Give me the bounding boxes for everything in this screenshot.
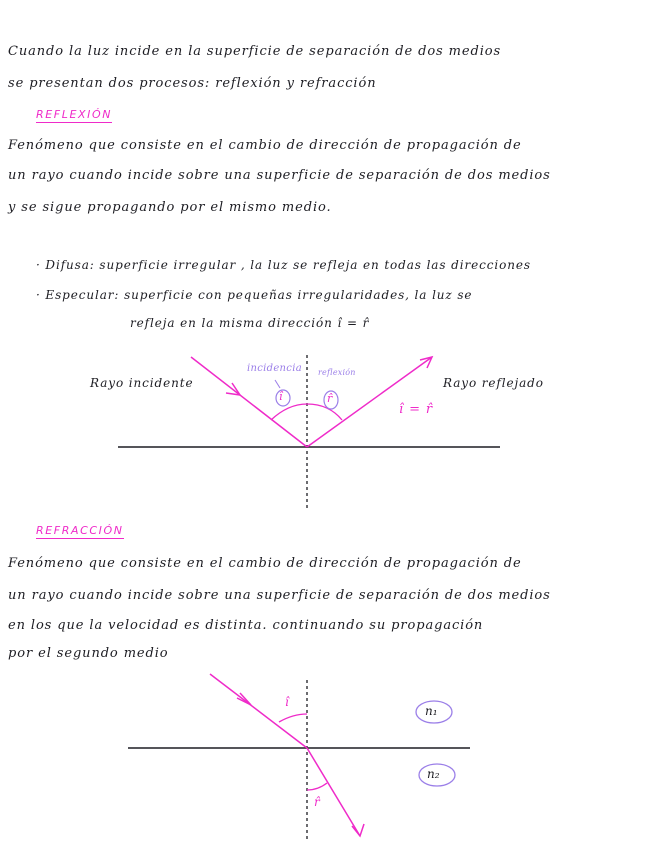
- label-rayo-incidente: Rayo incidente: [90, 376, 194, 390]
- angle-i-label: î: [279, 390, 283, 403]
- refracted-ray: [307, 748, 360, 836]
- refraction-angle-i-label: î: [285, 695, 289, 709]
- refraccion-def-line-1: Fenómeno que consiste en el cambio de dirección de propagación de: [8, 556, 522, 571]
- refraccion-def-line-4: por el segundo medio: [8, 646, 169, 661]
- label-reflexion: reflexión: [318, 368, 356, 377]
- refraccion-def-line-2: un rayo cuando incide sobre una superficie de separación de dos medios: [8, 588, 551, 603]
- refraction-refraction-arc: [307, 783, 327, 790]
- medium-n1-label: n₁: [425, 704, 438, 718]
- medium-n2-label: n₂: [427, 767, 440, 781]
- bullet-difusa: · Difusa: superficie irregular , la luz se refleja en todas las direcciones: [36, 258, 531, 272]
- label-incidencia: incidencia: [247, 363, 302, 374]
- refraccion-heading: REFRACCIÓN: [36, 524, 124, 537]
- reflexion-def-line-3: y se sigue propagando por el mismo medio.: [8, 200, 332, 215]
- reflexion-heading: REFLEXIÓN: [36, 108, 113, 121]
- reflexion-def-line-2: un rayo cuando incide sobre una superficie de separación de dos medios: [8, 168, 551, 183]
- refraccion-def-line-3: en los que la velocidad es distinta. continuando su propagación: [8, 618, 484, 633]
- refraction-incident-ray: [210, 674, 307, 748]
- refraction-angle-r-label: r̂: [314, 795, 320, 809]
- bullet-especular: · Especular: superficie con pequeñas irregularidades, la luz se: [36, 288, 473, 302]
- intro-line-1: Cuando la luz incide en la superficie de separación de dos medios: [8, 44, 502, 59]
- intro-line-2: se presentan dos procesos: reflexión y refracción: [8, 76, 377, 91]
- refraction-incidence-arc: [279, 714, 307, 722]
- bullet-especular-cont: refleja en la misma dirección î = r̂: [130, 316, 370, 330]
- angle-r-label: r̂: [327, 392, 333, 405]
- equation-i-equals-r: î = r̂: [399, 402, 434, 417]
- reflexion-def-line-1: Fenómeno que consiste en el cambio de dirección de propagación de: [8, 138, 522, 153]
- label-rayo-reflejado: Rayo reflejado: [443, 376, 544, 390]
